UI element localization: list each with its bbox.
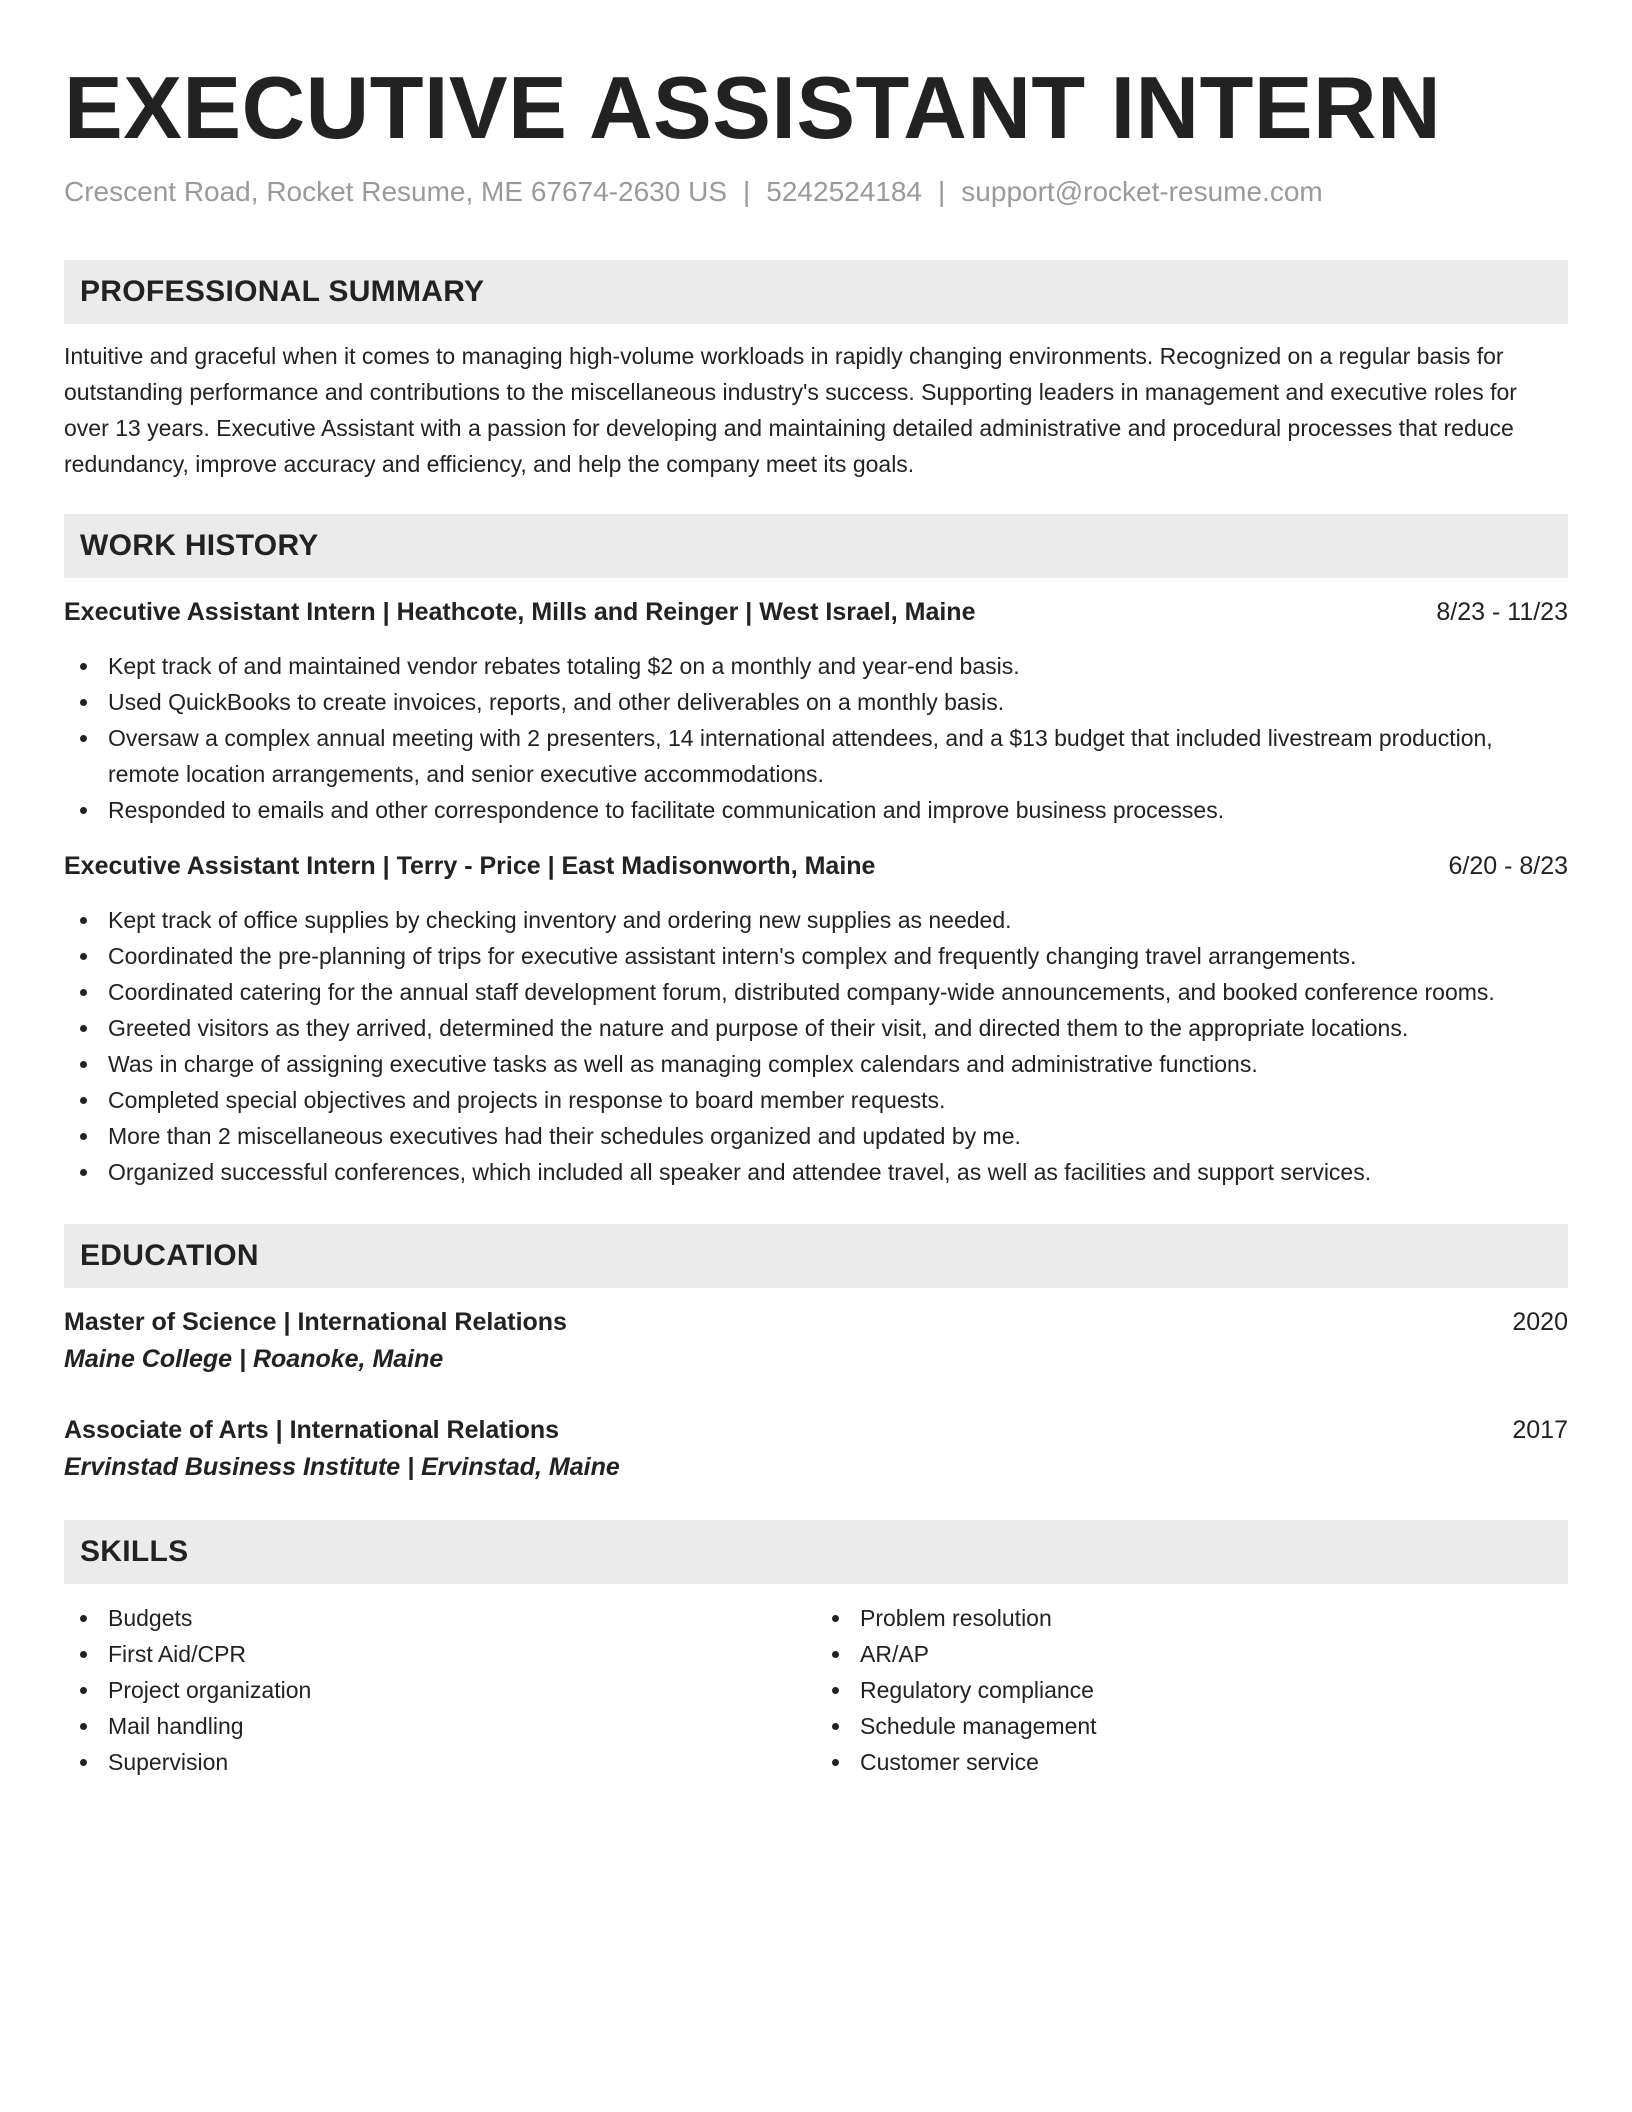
contact-phone: 5242524184 <box>766 176 923 207</box>
job-bullet: Coordinated catering for the annual staff development forum, distributed company-wide announcements, and booked conference rooms. <box>64 974 1568 1010</box>
job-bullet: Used QuickBooks to create invoices, reports, and other deliverables on a monthly basis. <box>64 684 1568 720</box>
contact-email[interactable]: support@rocket-resume.com <box>961 176 1323 207</box>
summary-text: Intuitive and graceful when it comes to managing high-volume workloads in rapidly changing environments. Recognized on a regular basis for outstanding performance and contributions to the miscellaneous industry's success. Supporting leaders in management and executive roles for over 13 years. Executive Assistant with a passion for developing and maintaining detailed administrative and procedural processes that reduce redundancy, improve accuracy and efficiency, and help the company meet its goals. <box>64 343 1517 477</box>
education-heading: EDUCATION <box>64 1224 1568 1288</box>
resume-name: EXECUTIVE ASSISTANT INTERN <box>64 58 1442 157</box>
skill-item: Regulatory compliance <box>816 1672 1568 1708</box>
skills-column-left <box>64 1600 816 1780</box>
contact-separator: | <box>938 176 946 207</box>
skills-heading: SKILLS <box>64 1520 1568 1584</box>
job-bullet: Responded to emails and other correspondence to facilitate communication and improve business processes. <box>64 792 1568 828</box>
job-bullet: Oversaw a complex annual meeting with 2 presenters, 14 international attendees, and a $13 budget that included livestream production, remote location arrangements, and senior executive accommodations. <box>64 720 1568 792</box>
skill-item: Customer service <box>816 1744 1568 1780</box>
job-bullet: Organized successful conferences, which included all speaker and attendee travel, as well as facilities and support services. <box>64 1154 1568 1190</box>
skill-item: First Aid/CPR <box>64 1636 816 1672</box>
job-bullet: Kept track of and maintained vendor rebates totaling $2 on a monthly and year-end basis. <box>64 648 1568 684</box>
skill-item: Supervision <box>64 1744 816 1780</box>
job-bullet: Was in charge of assigning executive tasks as well as managing complex calendars and administrative functions. <box>64 1046 1568 1082</box>
skill-item: Budgets <box>64 1600 816 1636</box>
job-dates: 8/23 - 11/23 <box>1436 598 1568 626</box>
education-degree: Associate of Arts | International Relations <box>64 1416 560 1444</box>
contact-line <box>64 174 1568 210</box>
education-school: Maine College | Roanoke, Maine <box>64 1345 444 1373</box>
job-header <box>64 594 1568 630</box>
job-bullet: Coordinated the pre-planning of trips for executive assistant intern's complex and frequently changing travel arrangements. <box>64 938 1568 974</box>
skill-item: Schedule management <box>816 1708 1568 1744</box>
job-bullet: Kept track of office supplies by checking inventory and ordering new supplies as needed. <box>64 902 1568 938</box>
skill-item: Project organization <box>64 1672 816 1708</box>
education-year: 2020 <box>1512 1308 1568 1336</box>
education-school: Ervinstad Business Institute | Ervinstad, Maine <box>64 1453 620 1481</box>
skill-item: Problem resolution <box>816 1600 1568 1636</box>
job-dates: 6/20 - 8/23 <box>1448 852 1568 880</box>
job-bullet: Completed special objectives and projects in response to board member requests. <box>64 1082 1568 1118</box>
skills-column-right <box>816 1600 1568 1780</box>
education-entry-header <box>64 1304 1568 1340</box>
job-bullet: More than 2 miscellaneous executives had their schedules organized and updated by me. <box>64 1118 1568 1154</box>
contact-separator: | <box>743 176 751 207</box>
job-title: Executive Assistant Intern | Terry - Price | East Madisonworth, Maine <box>64 852 876 880</box>
work-history-heading: WORK HISTORY <box>64 514 1568 578</box>
education-degree: Master of Science | International Relations <box>64 1308 567 1336</box>
education-year: 2017 <box>1512 1416 1568 1444</box>
skill-item: Mail handling <box>64 1708 816 1744</box>
job-header <box>64 848 1568 884</box>
skills-list <box>64 1600 1568 1780</box>
education-entry-header <box>64 1412 1568 1448</box>
job-bullets <box>64 902 1568 1190</box>
contact-address: Crescent Road, Rocket Resume, ME 67674-2630 US <box>64 176 727 207</box>
job-title: Executive Assistant Intern | Heathcote, Mills and Reinger | West Israel, Maine <box>64 598 976 626</box>
summary-heading: PROFESSIONAL SUMMARY <box>64 260 1568 324</box>
job-bullet: Greeted visitors as they arrived, determined the nature and purpose of their visit, and directed them to the appropriate locations. <box>64 1010 1568 1046</box>
skill-item: AR/AP <box>816 1636 1568 1672</box>
job-bullets <box>64 648 1568 828</box>
